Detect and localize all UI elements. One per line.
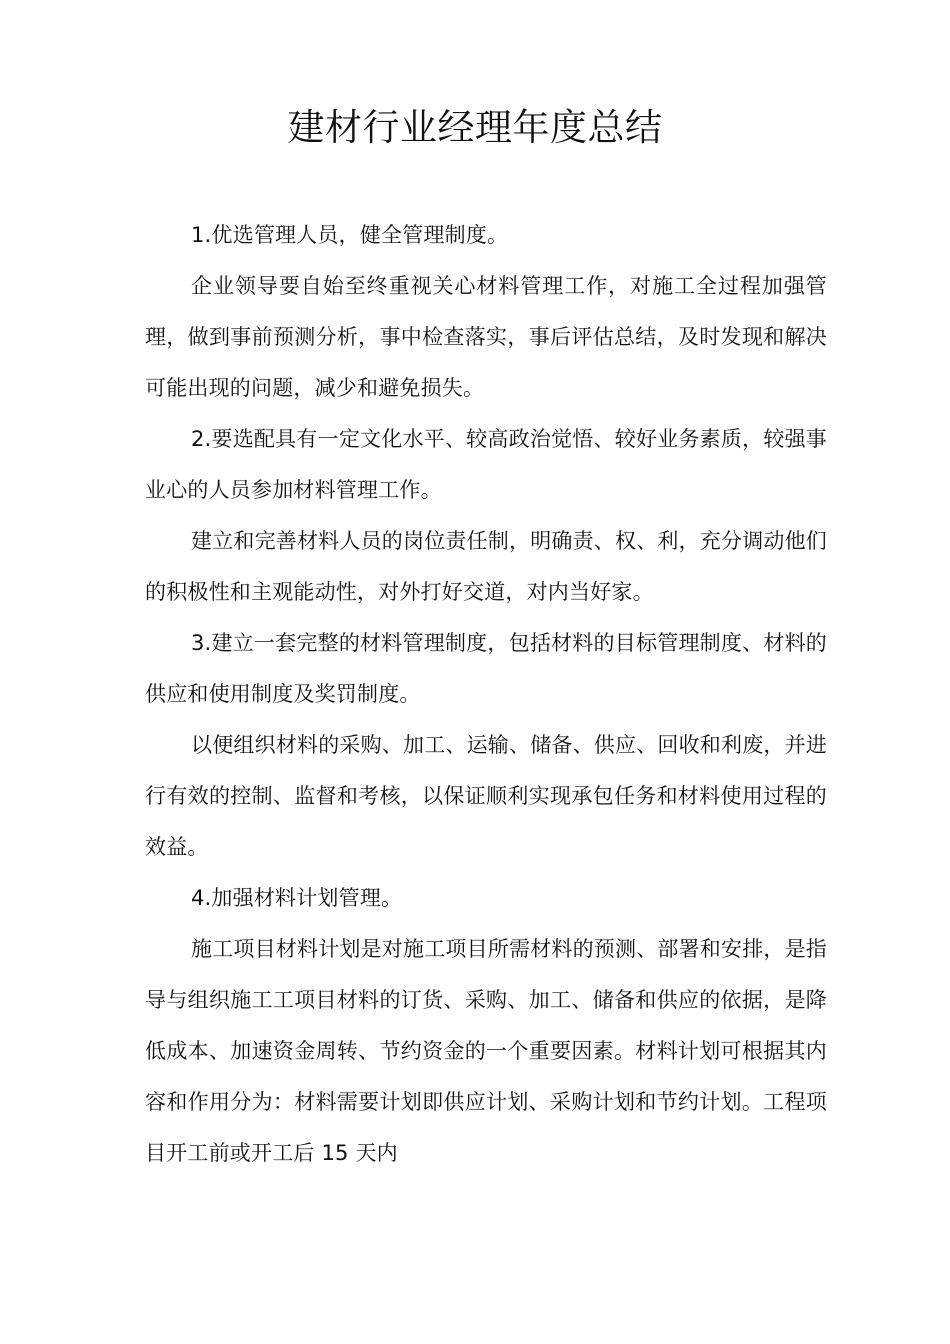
paragraph-7: 4.加强材料计划管理。 xyxy=(191,886,403,910)
paragraph-6: 以便组织材料的采购、加工、运输、储备、供应、回收和利废，并进行有效的控制、监督和考核，以保证顺利实现承包任务和材料使用过程的效益。 xyxy=(145,733,827,859)
document-body xyxy=(145,210,827,1179)
paragraph-3: 2.要选配具有一定文化水平、较高政治觉悟、较好业务素质，较强事业心的人员参加材料管理工作。 xyxy=(145,427,827,502)
paragraph-8: 施工项目材料计划是对施工项目所需材料的预测、部署和安排，是指导与组织施工工项目材料的订货、采购、加工、储备和供应的依据，是降低成本、加速资金周转、节约资金的一个重要因素。材料计划可根据其内容和作用分为：材料需要计划即供应计划、采购计划和节约计划。工程项目开工前或开工后 15 天内 xyxy=(145,937,827,1165)
paragraph-4: 建立和完善材料人员的岗位责任制，明确责、权、利，充分调动他们的积极性和主观能动性，对外打好交道，对内当好家。 xyxy=(145,529,827,604)
paragraph-1: 1.优选管理人员，健全管理制度。 xyxy=(191,223,509,247)
paragraph-5: 3.建立一套完整的材料管理制度，包括材料的目标管理制度、材料的供应和使用制度及奖罚制度。 xyxy=(145,631,827,706)
paragraph-2: 企业领导要自始至终重视关心材料管理工作，对施工全过程加强管理，做到事前预测分析，事中检查落实，事后评估总结，及时发现和解决可能出现的问题，减少和避免损失。 xyxy=(145,274,827,400)
document-title: 建材行业经理年度总结 xyxy=(287,106,663,149)
